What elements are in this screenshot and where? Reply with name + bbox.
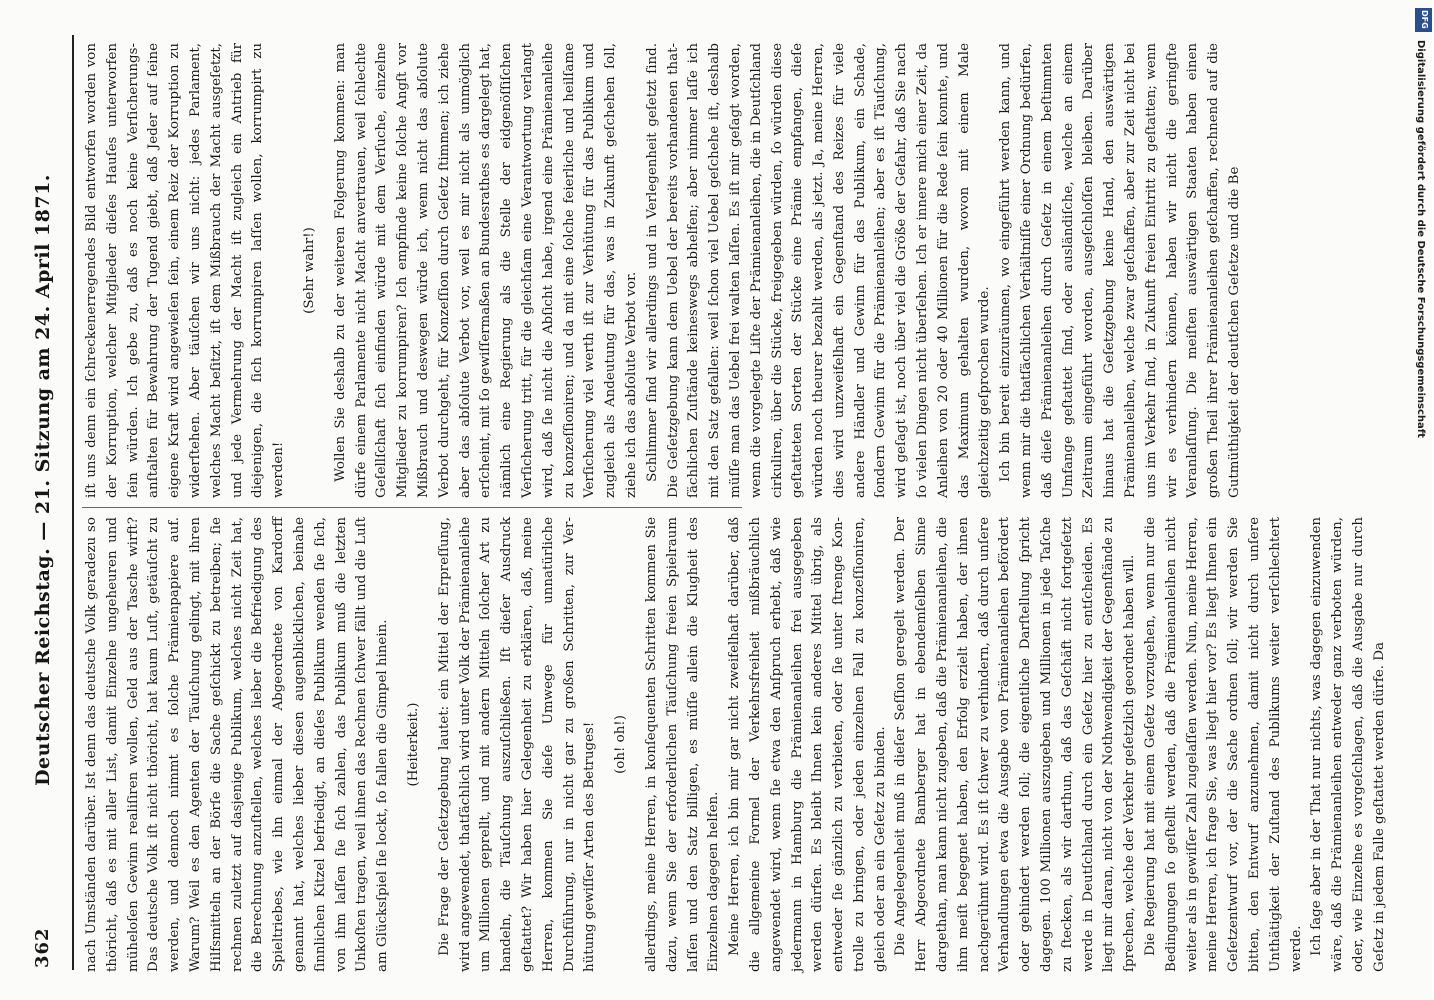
- interjection: (Heiterkeit.): [405, 702, 421, 787]
- paragraph: Meine Herren, ich bin mir gar nicht zweifelhaft darüber, daß die allgemeine Formel der Verkehrsfreiheit mißbräuchlich angewendet wird, wenn ſie etwa den Anſpruch erhebt, daß wie jedermann in Hamburg die Prämienanleihen frei ausgegeben werden dürfen. Es bleibt Ihnen kein anderes Mittel übrig, als entweder ſie gänzlich zu verbieten, oder ſie unter ſtrenge Kontrolle zu bringen, oder jeden einzelnen Fall zu konzeſſioniren, gleich oder an ein Geſetz zu binden.: [727, 517, 888, 972]
- paragraph: Ich ſage aber in der That nur nichts, was dagegen einzuwenden wäre, daß die Prämienanleihen entweder ganz verboten würden, oder, wie Einzelne es vorgeſchlagen, daß die Ausgabe nur durch Geſetz in jedem Falle geſtattet werden dürfe. Da: [1309, 517, 1387, 972]
- dfg-logo-text: DFG: [1420, 10, 1429, 29]
- paragraph: Schlimmer ſind wir allerdings und in Verlegenheit geſetzt ſind. Die Geſetzgebung kann dem Uebel der bereits vorhandenen thatſächlichen Zuſtände keineswegs abhelfen; aber nimmer laſſe ich mit den Satz gefallen: weil ſchon viel Uebel geſchehe iſt, deshalb müſſe man das Uebel frei walten laſſen. Es iſt mir geſagt worden, wenn die vorgelegte Liſte der Prämienanleihen, die in Deutſchland cirkuliren, über die Stücke, freigegeben würden, ſo würden diese geſtatteten Sorten der Stücke eine Prämie empfangen, dieſe würden noch theurer bezahlt werden, als jetzt. Ja, meine Herren, dies wird unzweifelhaft ein Gegenſtand des Reizes für viele andere Händler und Gewinn für das Publikum, ein Schade, ſondern Gewinn für die Prämienanleihen; aber es iſt Täuſchung, wird geſagt ist, noch über viel die Größe der Gefahr, daß Sie nach ſo vielen Dingen nicht überſehen. Ich er innere mich einer Zeit, da Anleihen von 20 oder 40 Millionen für die Rede ſein konnte, und das Maximum gehalten wurden, wovon mit einem Male gleichzeitig geſprochen wurde.: [644, 43, 993, 498]
- paragraph: Die Frage der Geſetzgebung lautet: ein Mittel der Erpreſſung, wird angewendet, thatſächlich wird unter Volk der Prämienanleihe um Millionen geprellt, und mit andern Mitteln ſolcher Art zu handeln, die Täuſchung auszuſchließen. Iſt dieſer Ausdruck geſtattet? Wir haben hier Gelegenheit zu erklären, daß, meine Herren, kommen Sie dieſe Umwege für unnatürliche Durchführung, nur in nicht gar zu großen Schritten, zur Verhütung gewiſſer Arten des Betruges!: [436, 517, 598, 972]
- paragraph: Ich bin bereit einzuräumen, wo eingeführt werden kann, und wenn mir die thatſächlichen Verhältniſſe einer Ordnung bedürfen, daß dieſe Prämienanleihen durch Geſetz in einem beſtimmten Umfange geſtattet ſind, oder ausländiſche, welche an einem Zeitraum eingeführt worden, ausgeſchloſſen bleiben. Darüber hinaus hat die Geſetzgebung keine Hand, den auswärtigen Prämienanleihen, welche zwar geſchaffen, aber zur Zeit nicht bei uns im Verkehr ſind, in Zukunft freien Eintritt zu geſtatten; wenn wir es verhindern können, haben wir nicht die geringſte Veranlaſſung. Die meiſten auswärtigen Staaten haben einen großen Theil ihrer Prämienanleihen geſchaffen, rechnend auf die Gutmüthigkeit der deutſchen Geſetze und die Be: [998, 43, 1243, 498]
- interjection: (Sehr wahr!): [301, 227, 317, 314]
- paragraph: Wollen Sie deshalb zu der weiteren Folgerung kommen: man dürfe einem Parlamente nicht Macht anvertrauen, weil ſchlechte Geſellſchaft ſich einfinden würde mit dem Verſuche, einzelne Mitglieder zu korrumpiren? Ich empfinde keine ſolche Angſt vor Mißbrauch und deswegen würde ich, wenn nicht das abſolute Verbot durchgeht, für Konzeſſion durch Geſetz ſtimmen; ich ziehe aber das abſolute Verbot vor, weil es mir nicht als unmöglich erſcheint, mit ſo gewiſſermaßen an Bundesrathes es dargelegt hat, nämlich eine Regierung als die Stelle der eidgenöſſiſchen Verſicherung tritt, für die gleichſam eine Verantwortung verlangt wird, daß ſie nicht die Abſicht habe, irgend eine Prämienanleihe zu konzeſſioniren; und da mit eine ſolche feierliche und heilſame Verſicherung viel werth iſt zur Verhütung für das Publikum und zugleich als Andeutung für das, was in Zukunft geſchehen ſoll, ziehe ich das abſolute Verbot vor.: [332, 43, 639, 498]
- paragraph: Die Regierung hat mit einem Geſetz vorzugehen, wenn nur die Bedingungen ſo geſtellt werden, daß die Prämienanleihen nicht weiter als in gewiſſer Zahl zugelaſſen werden. Nun, meine Herren, meine Herren, ich frage Sie, was liegt hier vor? Es liegt Ihnen ein Geſetzentwurf vor, der die Sache ordnen ſoll; wir werden Sie bitten, den Entwurf anzunehmen, damit nicht durch unſere Unthätigkeit der Zuſtand des Publikums weiter verſchlechtert werde.: [1143, 517, 1304, 972]
- paragraph: iſt uns denn ein ſchreckenerregendes Bild entworfen worden von der Korruption, welcher Mitglieder dieſes Hauſes unterworfen ſein würden. Ich gebe zu, daß es noch keine Verſicherungsanſtalten für Bewahrung der Tugend giebt, daß Jeder auf ſeine eigene Kraft wird angewieſen ſein, einem Reiz der Korruption zu widerſtehen. Aber täuſchen wir uns nicht: jedes Parlament, welches Macht beſitzt, iſt dem Mißbrauch der Macht ausgeſetzt, und jede Vermehrung der Macht iſt zugleich ein Antrieb für diejenigen, die ſich korrumpiren laſſen wollen, korrumpirt zu werden!: [84, 43, 287, 498]
- page-number: 362: [32, 927, 53, 968]
- dfg-logo: [1415, 8, 1432, 32]
- running-title: Deutscher Reichstag. — 21. Sitzung am 24. April 1871.: [32, 174, 54, 786]
- text-column-left: [82, 517, 1387, 972]
- interjection: (oh! oh!): [613, 715, 629, 774]
- paragraph: allerdings, meine Herren, in konſequenten Schritten kommen Sie dazu, wenn Sie der erforderlichen Täuſchung freien Spielraum laſſen und den Satz billigen, es müſſe allein die Klugheit des Einzelnen dagegen helfen.: [643, 517, 722, 972]
- text-column-right: [82, 43, 1243, 498]
- page-header: [22, 0, 72, 1000]
- paragraph: Die Angelegenheit muß in dieſer Seſſion geregelt werden. Der Herr Abgeordnete Bamberger hat in ebendemſelben Sinne dargethan, man kann nicht zugeben, daß die Prämienanleihen, die ihm meiſt begegnet haben, den Erfolg erzielt haben, der ihnen nachgerühmt wird. Es iſt ſchwer zu verhindern, daß durch unſere Verhandlungen etwa die Ausgabe von Prämienanleihen befördert oder gehindert werden ſoll; die eigentliche Darſtellung ſpricht dagegen. 100 Millionen auszugeben und Millionen in jede Taſche zu ſtecken, als wir darthun, daß das Geſchäft nicht fortgeſetzt werde in Deutſchland durch ein Geſetz hier zu entſcheiden. Es liegt mir daran, nicht von der Nothwendigkeit der Gegenſtände zu ſprechen, welche der Verkehr geſetzlich geordnet haben will.: [893, 517, 1138, 972]
- digitization-note: [1415, 30, 1434, 670]
- paragraph: nach Umständen darüber. Ist denn das deutsche Volk geradezu so thöricht, daß es mit aller List, damit Einzelne ungeheuren und müheloſen Gewinn realiſiren wollen, Geld aus der Tasche wirft? Das deutsche Volk iſt nicht thöricht, hat kaum Luſt, getäuſcht zu werden, und dennoch nimmt es ſolche Prämienpapiere auf. Warum? Weil es den Agenten der Täuſchung gelingt, mit ihren Hilfsmitteln an der Börſe die Sache geſchickt zu betreiben; ſie rechnen zuletzt auf dasjenige Publikum, welches nicht Zeit hat, die Berechnung anzuſtellen, welches lieber die Befriedigung des Spieltriebes, wie ihn einmal der Abgeordnete von Kardorff genannt hat, welches lieber diesen augenblicklichen, beinahe ſinnlichen Kitzel befriedigt, an dieſes Publikum wenden ſie ſich, von ihm laſſen ſie ſich zahlen, das Publikum muß die letzten Unkoſten tragen, weil ihnen das Rechnen ſchwer fällt und die Luſt am Glücksſpiel ſie lockt, ſo fallen die Gimpel hinein.: [84, 517, 391, 972]
- column-separator: [82, 507, 742, 508]
- digitization-note-text: Digitalisierung gefördert durch die Deutsche Forschungsgemeinschaft: [1415, 40, 1426, 438]
- header-rule: [72, 35, 74, 970]
